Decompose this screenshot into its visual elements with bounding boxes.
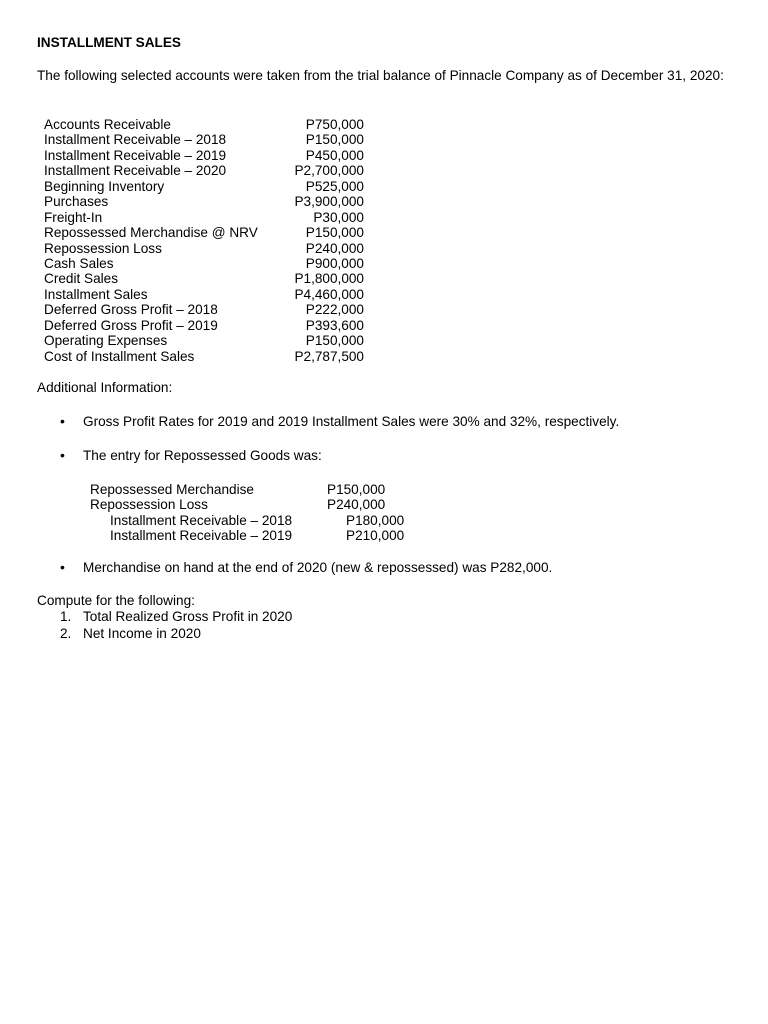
bullet-glyph: • <box>60 447 65 463</box>
account-row <box>44 179 364 194</box>
account-amount: P150,000 <box>305 225 364 241</box>
account-name: Repossession Loss <box>44 240 162 256</box>
account-amount: P222,000 <box>305 302 364 318</box>
account-row <box>44 333 364 348</box>
account-name: Installment Sales <box>44 286 148 302</box>
entry-account: Repossessed Merchandise <box>90 482 254 497</box>
entry-row <box>90 482 410 497</box>
account-row <box>44 163 364 178</box>
additional-info-heading: Additional Information: <box>37 380 173 395</box>
entry-row <box>90 528 410 543</box>
account-amount: P900,000 <box>305 255 364 271</box>
entry-row <box>90 497 410 512</box>
account-name: Beginning Inventory <box>44 178 165 194</box>
account-amount: P150,000 <box>305 333 364 349</box>
account-amount: P2,787,500 <box>294 348 364 364</box>
bullet-glyph: • <box>60 413 65 429</box>
account-amount: P2,700,000 <box>294 163 364 179</box>
entry-account: Installment Receivable – 2019 <box>110 528 293 544</box>
question-text: Total Realized Gross Profit in 2020 <box>83 609 293 624</box>
account-name: Deferred Gross Profit – 2018 <box>44 302 218 318</box>
account-name: Installment Receivable – 2019 <box>44 147 227 163</box>
account-row <box>44 194 364 209</box>
journal-entry <box>90 482 410 544</box>
account-name: Credit Sales <box>44 271 119 287</box>
bullet-text: Merchandise on hand at the end of 2020 (new & repossessed) was P282,000. <box>83 560 553 575</box>
entry-amount: P240,000 <box>327 497 386 513</box>
account-row <box>44 349 364 364</box>
account-amount: P450,000 <box>305 147 364 163</box>
account-name: Operating Expenses <box>44 333 168 349</box>
account-name: Installment Receivable – 2018 <box>44 132 227 148</box>
account-row <box>44 302 364 317</box>
account-amount: P393,600 <box>305 317 364 333</box>
account-name: Cost of Installment Sales <box>44 348 195 364</box>
accounts-list <box>44 117 364 364</box>
entry-row <box>90 513 410 528</box>
account-amount: P4,460,000 <box>294 286 364 302</box>
account-row <box>44 271 364 286</box>
account-row <box>44 148 364 163</box>
account-amount: P150,000 <box>305 132 364 148</box>
entry-account: Repossession Loss <box>90 497 208 513</box>
account-amount: P3,900,000 <box>294 194 364 210</box>
account-name: Cash Sales <box>44 255 114 271</box>
question-number: 2. <box>60 626 72 641</box>
compute-heading: Compute for the following: <box>37 593 195 608</box>
account-name: Installment Receivable – 2020 <box>44 163 227 179</box>
document-title: INSTALLMENT SALES <box>37 35 181 50</box>
question-text: Net Income in 2020 <box>83 626 201 641</box>
account-amount: P30,000 <box>313 209 364 225</box>
account-amount: P240,000 <box>305 240 364 256</box>
account-row <box>44 256 364 271</box>
bullet-text: Gross Profit Rates for 2019 and 2019 Installment Sales were 30% and 32%, respectively. <box>83 414 620 429</box>
question-number: 1. <box>60 609 72 624</box>
entry-amount: P180,000 <box>346 512 405 528</box>
bullet-text: The entry for Repossessed Goods was: <box>83 448 322 463</box>
entry-account: Installment Receivable – 2018 <box>110 512 293 528</box>
account-row <box>44 241 364 256</box>
account-name: Purchases <box>44 194 109 210</box>
account-row <box>44 318 364 333</box>
account-row <box>44 210 364 225</box>
account-amount: P525,000 <box>305 178 364 194</box>
entry-amount: P150,000 <box>327 482 386 497</box>
account-row <box>44 287 364 302</box>
bullet-glyph: • <box>60 559 65 575</box>
entry-amount: P210,000 <box>346 528 405 544</box>
intro-paragraph: The following selected accounts were taken from the trial balance of Pinnacle Company as of December 31, 2020: <box>37 68 724 83</box>
account-row <box>44 117 364 132</box>
account-row <box>44 225 364 240</box>
account-name: Accounts Receivable <box>44 117 171 132</box>
account-name: Repossessed Merchandise @ NRV <box>44 225 258 241</box>
account-amount: P750,000 <box>305 117 364 132</box>
account-name: Deferred Gross Profit – 2019 <box>44 317 218 333</box>
account-amount: P1,800,000 <box>294 271 364 287</box>
account-name: Freight-In <box>44 209 103 225</box>
account-row <box>44 132 364 147</box>
